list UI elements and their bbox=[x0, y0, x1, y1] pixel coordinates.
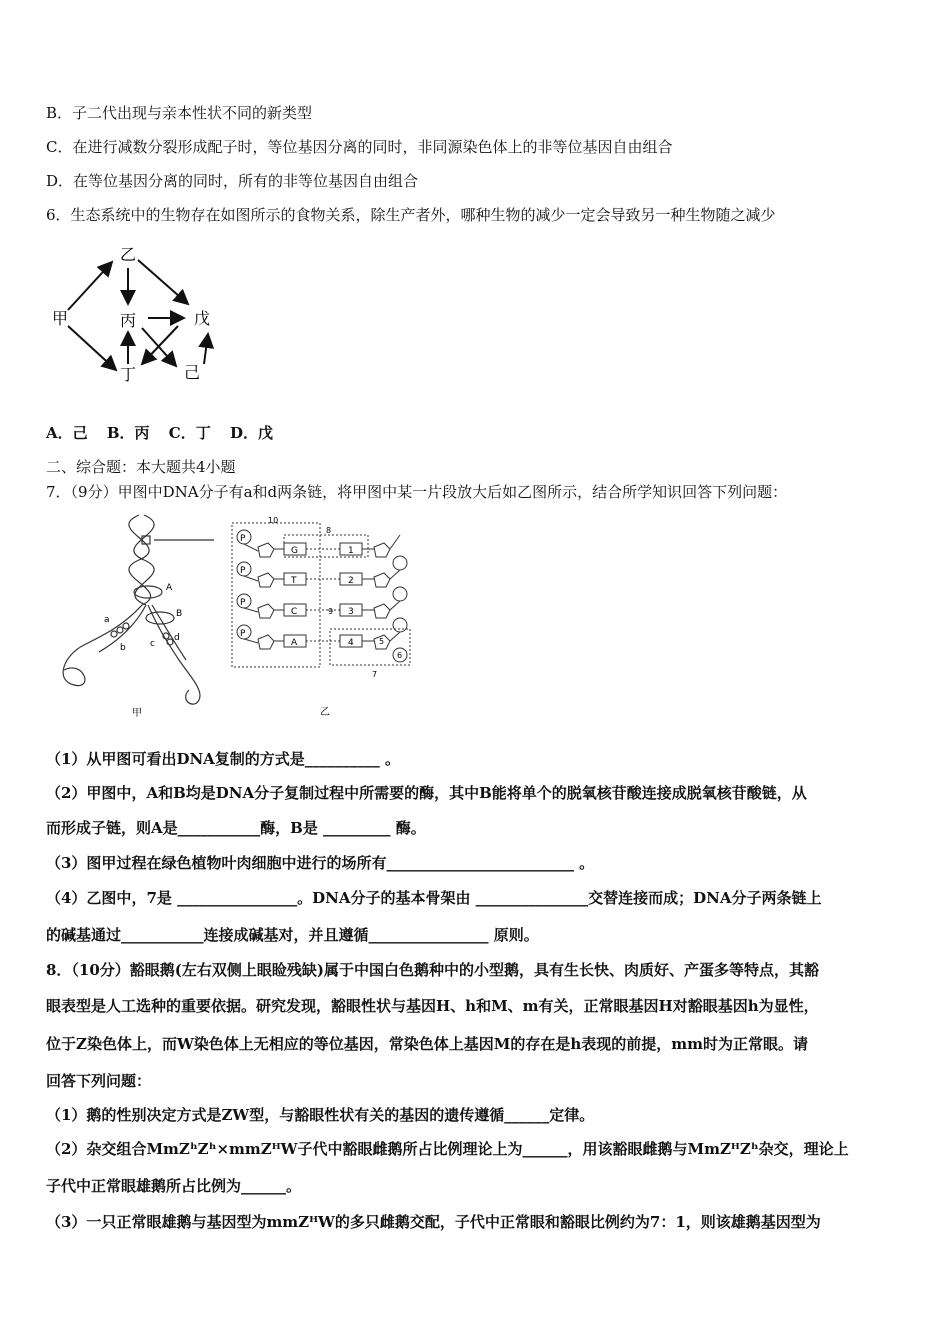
q8-stem-line1: 8．（10分）豁眼鹅(左右双侧上眼睑残缺)属于中国白色鹅种中的小型鹅，具有生长快、肉质好、产蛋多等特点，其豁 bbox=[46, 961, 820, 979]
base-3: 3 bbox=[348, 607, 354, 617]
node-ji: 己 bbox=[184, 363, 201, 382]
phosphate-3: P bbox=[240, 598, 246, 608]
q8-sub3: （3）一只正常眼雄鹅与基因型为mmZᴴW的多只雌鹅交配，子代中正常眼和豁眼比例约为7：1，则该雄鹅基因型为 bbox=[46, 1213, 821, 1231]
node-ding: 丁 bbox=[120, 365, 137, 384]
option-d: D．在等位基因分离的同时，所有的非等位基因自由组合 bbox=[46, 172, 419, 190]
food-web-diagram bbox=[44, 238, 224, 388]
base-T: T bbox=[291, 576, 297, 586]
base-4: 4 bbox=[348, 638, 354, 648]
q7-sub4-line1: （4）乙图中，7是 ________________。DNA分子的基本骨架由 _______________交替连接而成；DNA分子两条链上 bbox=[46, 889, 822, 907]
q7-sub3: （3）图甲过程在绿色植物叶肉细胞中进行的场所有_________________________ 。 bbox=[46, 854, 595, 872]
label-6: 6 bbox=[397, 651, 403, 660]
label-a: a bbox=[104, 615, 110, 625]
q7-sub2-line2: 而形成子链，则A是___________酶，B是 _________ 酶。 bbox=[46, 819, 426, 837]
caption-jia: 甲 bbox=[132, 708, 142, 719]
figure-jia-dna-replication bbox=[44, 510, 234, 720]
figure-yi-dna-structure bbox=[228, 515, 418, 720]
option-d-wu: D．戊 bbox=[229, 424, 273, 442]
q8-stem-line2: 眼表型是人工选种的重要依据。研究发现，豁眼性状与基因H、h和M、m有关，正常眼基因H对豁眼基因h为显性， bbox=[46, 997, 819, 1015]
label-9: 9 bbox=[328, 607, 334, 616]
q7-sub2-line1: （2）甲图中，A和B均是DNA分子复制过程中所需要的酶，其中B能将单个的脱氧核苷酸连接成脱氧核苷酸链，从 bbox=[46, 784, 807, 802]
label-8: 8 bbox=[326, 526, 332, 535]
question-6-stem: 6．生态系统中的生物存在如图所示的食物关系，除生产者外，哪种生物的减少一定会导致另一种生物随之减少 bbox=[46, 206, 776, 224]
q8-stem-line4: 回答下列问题： bbox=[46, 1072, 152, 1090]
node-bing: 丙 bbox=[120, 311, 137, 330]
option-c-ding: C．丁 bbox=[168, 424, 211, 442]
label-5: 5 bbox=[379, 637, 385, 646]
q8-sub2-line2: 子代中正常眼雄鹅所占比例为______。 bbox=[46, 1177, 302, 1195]
q8-sub1: （1）鹅的性别决定方式是ZW型，与豁眼性状有关的基因的遗传遵循______定律。 bbox=[46, 1106, 595, 1124]
q8-sub2-line1: （2）杂交组合MmZʰZʰ×mmZᴴW子代中豁眼雌鹅所占比例理论上为______，用该豁眼雌鹅与MmZᴴZʰ杂交，理论上 bbox=[46, 1140, 849, 1158]
section-2-heading: 二、综合题：本大题共4小题 bbox=[46, 458, 236, 476]
node-jia: 甲 bbox=[52, 309, 69, 328]
option-b-bing: B．丙 bbox=[106, 424, 150, 442]
label-c: c bbox=[150, 639, 155, 649]
label-7: 7 bbox=[372, 670, 378, 679]
question-6-options bbox=[46, 423, 910, 443]
label-d: d bbox=[174, 633, 180, 643]
q8-stem-line3: 位于Z染色体上，而W染色体上无相应的等位基因，常染色体上基因M的存在是h表现的前提，mm时为正常眼。请 bbox=[46, 1035, 809, 1053]
question-7-stem: 7．（9分）甲图中DNA分子有a和d两条链，将甲图中某一片段放大后如乙图所示，结合所学知识回答下列问题： bbox=[46, 483, 788, 501]
q7-sub4-line2: 的碱基通过___________连接成碱基对，并且遵循________________ 原则。 bbox=[46, 926, 539, 944]
option-c: C．在进行减数分裂形成配子时，等位基因分离的同时，非同源染色体上的非等位基因自由组合 bbox=[46, 138, 673, 156]
node-yi: 乙 bbox=[120, 245, 137, 264]
node-wu: 戊 bbox=[194, 309, 211, 328]
base-C: C bbox=[291, 607, 298, 617]
label-A: A bbox=[166, 583, 173, 593]
option-b: B．子二代出现与亲本性状不同的新类型 bbox=[46, 104, 313, 122]
base-A: A bbox=[291, 638, 298, 648]
phosphate-4: P bbox=[240, 629, 246, 639]
label-B: B bbox=[176, 609, 183, 619]
phosphate-2: P bbox=[240, 566, 246, 576]
label-10: 10 bbox=[268, 516, 279, 525]
option-a-ji: A．己 bbox=[46, 424, 88, 442]
caption-yi: 乙 bbox=[320, 707, 330, 718]
phosphate-1: P bbox=[240, 534, 246, 544]
q7-sub1: （1）从甲图可看出DNA复制的方式是__________ 。 bbox=[46, 750, 401, 768]
base-1: 1 bbox=[348, 546, 354, 556]
base-2: 2 bbox=[348, 576, 354, 586]
label-b: b bbox=[120, 643, 126, 653]
base-G: G bbox=[291, 546, 298, 556]
